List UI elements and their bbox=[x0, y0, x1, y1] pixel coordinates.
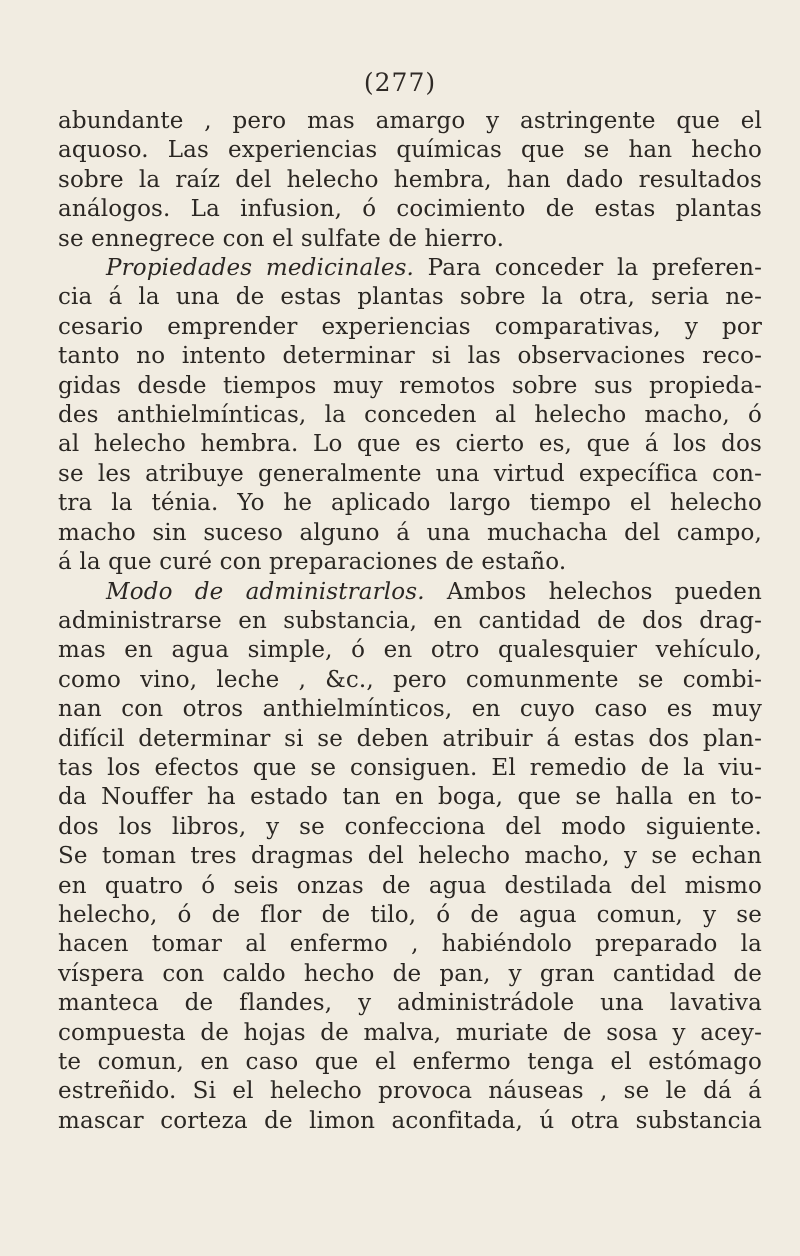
text-segment: mas en agua simple, ó en otro qualesquier vehículo, bbox=[58, 637, 762, 664]
text-line bbox=[58, 225, 762, 254]
text-line bbox=[58, 783, 762, 812]
text-line bbox=[58, 636, 762, 665]
text-segment: manteca de flandes, y administrádole una lavativa bbox=[58, 990, 762, 1017]
text-line bbox=[58, 960, 762, 989]
text-line bbox=[58, 578, 762, 607]
text-segment: abundante , pero mas amargo y astringente que el bbox=[58, 108, 762, 134]
text-line bbox=[58, 695, 762, 724]
text-segment: se les atribuye generalmente una virtud expecífica con- bbox=[58, 460, 762, 487]
text-line bbox=[58, 519, 762, 548]
text-segment: cia á la una de estas plantas sobre la otra, seria ne- bbox=[58, 284, 762, 311]
text-segment: compuesta de hojas de malva, muriate de sosa y acey- bbox=[58, 1019, 762, 1046]
text-line bbox=[58, 607, 762, 636]
text-line bbox=[58, 1019, 762, 1048]
text-line bbox=[58, 930, 762, 959]
section-heading: Modo de administrarlos. bbox=[106, 578, 425, 605]
text-segment: helecho, ó de flor de tilo, ó de agua comun, y se bbox=[58, 901, 762, 928]
text-line bbox=[58, 430, 762, 459]
text-segment: mascar corteza de limon aconfitada, ú otra substancia bbox=[58, 1107, 762, 1134]
section-heading: Propiedades medicinales. bbox=[106, 255, 415, 282]
text-segment: tas los efectos que se consiguen. El remedio de la viu- bbox=[58, 754, 762, 781]
text-segment: administrarse en substancia, en cantidad de dos drag- bbox=[58, 607, 762, 634]
text-segment: gidas desde tiempos muy remotos sobre sus propieda- bbox=[58, 372, 762, 399]
text-line bbox=[58, 666, 762, 695]
text-line bbox=[58, 842, 762, 871]
text-line bbox=[58, 136, 762, 165]
text-line bbox=[58, 725, 762, 754]
text-segment: des anthielmínticas, la conceden al helecho macho, ó bbox=[58, 402, 762, 429]
text-segment: te comun, en caso que el enfermo tenga el estómago bbox=[58, 1049, 762, 1075]
text-line bbox=[58, 813, 762, 842]
text-segment: en quatro ó seis onzas de agua destilada del mismo bbox=[58, 872, 762, 899]
text-line bbox=[58, 372, 762, 401]
text-segment: sobre la raíz del helecho hembra, han dado resultados bbox=[58, 166, 762, 193]
text-line bbox=[58, 989, 762, 1018]
text-segment: estreñido. Si el helecho provoca náuseas , se le dá á bbox=[58, 1078, 762, 1105]
text-segment: se ennegrece con el sulfate de hierro. bbox=[58, 225, 505, 252]
text-segment: al helecho hembra. Lo que es cierto es, que á los dos bbox=[58, 431, 762, 458]
text-line bbox=[58, 195, 762, 224]
body-text bbox=[58, 107, 762, 1136]
text-line bbox=[58, 166, 762, 195]
text-line bbox=[58, 901, 762, 930]
text-segment: dos los libros, y se confecciona del modo siguiente. bbox=[58, 813, 762, 840]
text-segment: á la que curé con preparaciones de estaño. bbox=[58, 549, 567, 576]
text-segment: difícil determinar si se deben atribuir á estas dos plan- bbox=[58, 725, 762, 752]
text-line bbox=[58, 1077, 762, 1106]
text-line bbox=[58, 460, 762, 489]
text-segment: como vino, leche , &c., pero comunmente se combi- bbox=[58, 666, 762, 693]
page-number: (277) bbox=[363, 68, 437, 97]
text-segment: Ambos helechos pueden bbox=[424, 578, 762, 605]
text-line bbox=[58, 254, 762, 283]
text-line bbox=[58, 401, 762, 430]
text-line bbox=[58, 754, 762, 783]
text-line bbox=[58, 1048, 762, 1077]
text-line bbox=[58, 342, 762, 371]
text-line bbox=[58, 489, 762, 518]
text-segment: tanto no intento determinar si las observaciones reco- bbox=[58, 343, 762, 370]
text-segment: da Nouffer ha estado tan en boga, que se halla en to- bbox=[58, 784, 762, 811]
text-segment: Se toman tres dragmas del helecho macho, y se echan bbox=[58, 843, 762, 870]
text-segment: aquoso. Las experiencias químicas que se han hecho bbox=[58, 137, 762, 164]
text-segment: nan con otros anthielmínticos, en cuyo caso es muy bbox=[58, 696, 762, 723]
text-line bbox=[58, 1107, 762, 1136]
text-segment: Para conceder la preferen- bbox=[414, 255, 762, 282]
text-line bbox=[58, 283, 762, 312]
text-line bbox=[58, 313, 762, 342]
text-segment: tra la ténia. Yo he aplicado largo tiempo el helecho bbox=[58, 490, 762, 517]
text-line bbox=[58, 107, 762, 136]
text-line bbox=[58, 872, 762, 901]
text-segment: cesario emprender experiencias comparativas, y por bbox=[58, 313, 762, 340]
text-segment: hacen tomar al enfermo , habiéndolo preparado la bbox=[58, 931, 762, 958]
text-line bbox=[58, 548, 762, 577]
text-segment: víspera con caldo hecho de pan, y gran cantidad de bbox=[58, 960, 762, 987]
text-segment: macho sin suceso alguno á una muchacha del campo, bbox=[58, 519, 762, 546]
text-segment: análogos. La infusion, ó cocimiento de estas plantas bbox=[58, 196, 762, 223]
